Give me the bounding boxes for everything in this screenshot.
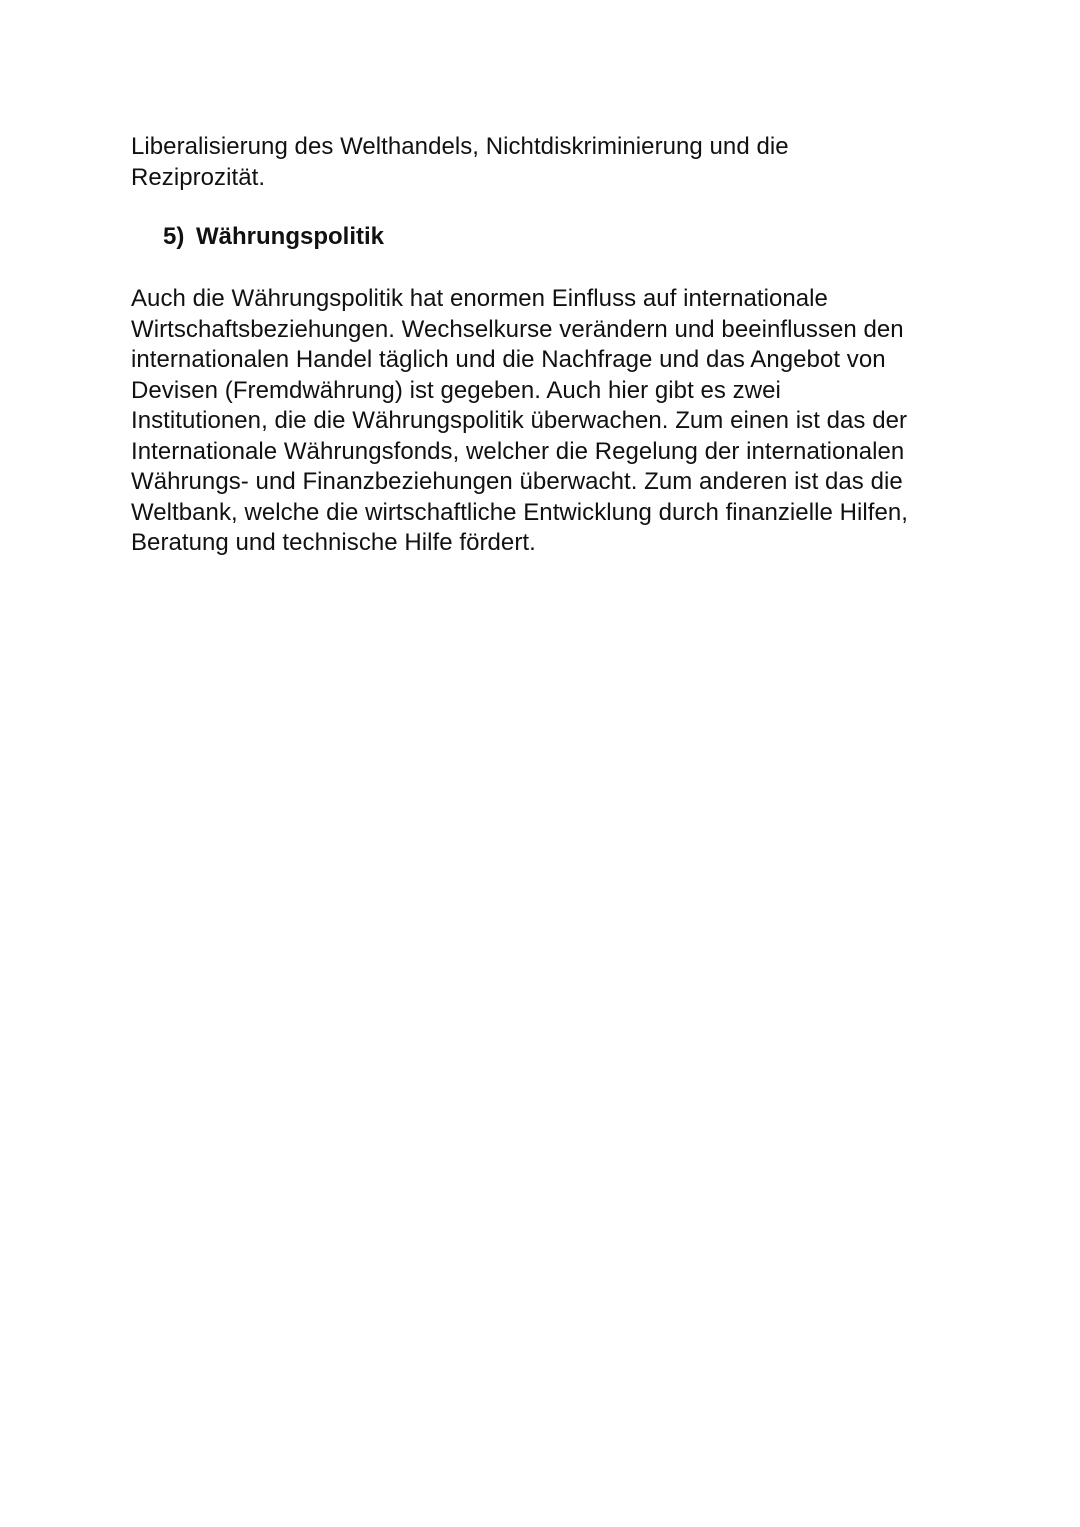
text-line: internationalen Handel täglich und die Nachfrage und das Angebot von <box>131 346 886 373</box>
section-title: Währungspolitik <box>196 223 384 250</box>
intro-paragraph <box>131 132 961 193</box>
section-number: 5) <box>163 223 185 250</box>
text-line: Wirtschaftsbeziehungen. Wechselkurse verändern und beeinflussen den <box>131 315 904 343</box>
text-line: Auch die Währungspolitik hat enormen Einfluss auf internationale <box>131 285 828 312</box>
text-line: Beratung und technische Hilfe fördert. <box>131 529 536 556</box>
text-line: Devisen (Fremdwährung) ist gegeben. Auch hier gibt es zwei <box>131 376 781 404</box>
text-line: Institutionen, die die Währungspolitik überwachen. Zum einen ist das der <box>131 407 908 434</box>
text-line: Währungs- und Finanzbeziehungen überwacht. Zum anderen ist das die <box>131 468 903 495</box>
text-line: Weltbank, welche die wirtschaftliche Entwicklung durch finanzielle Hilfen, <box>131 498 908 526</box>
text-line: Liberalisierung des Welthandels, Nichtdiskriminierung und die <box>131 133 789 160</box>
text-line: Internationale Währungsfonds, welcher die Regelung der internationalen <box>131 437 905 465</box>
body-paragraph <box>131 284 961 559</box>
text-line: Reziprozität. <box>131 163 266 191</box>
section-heading <box>163 222 384 252</box>
